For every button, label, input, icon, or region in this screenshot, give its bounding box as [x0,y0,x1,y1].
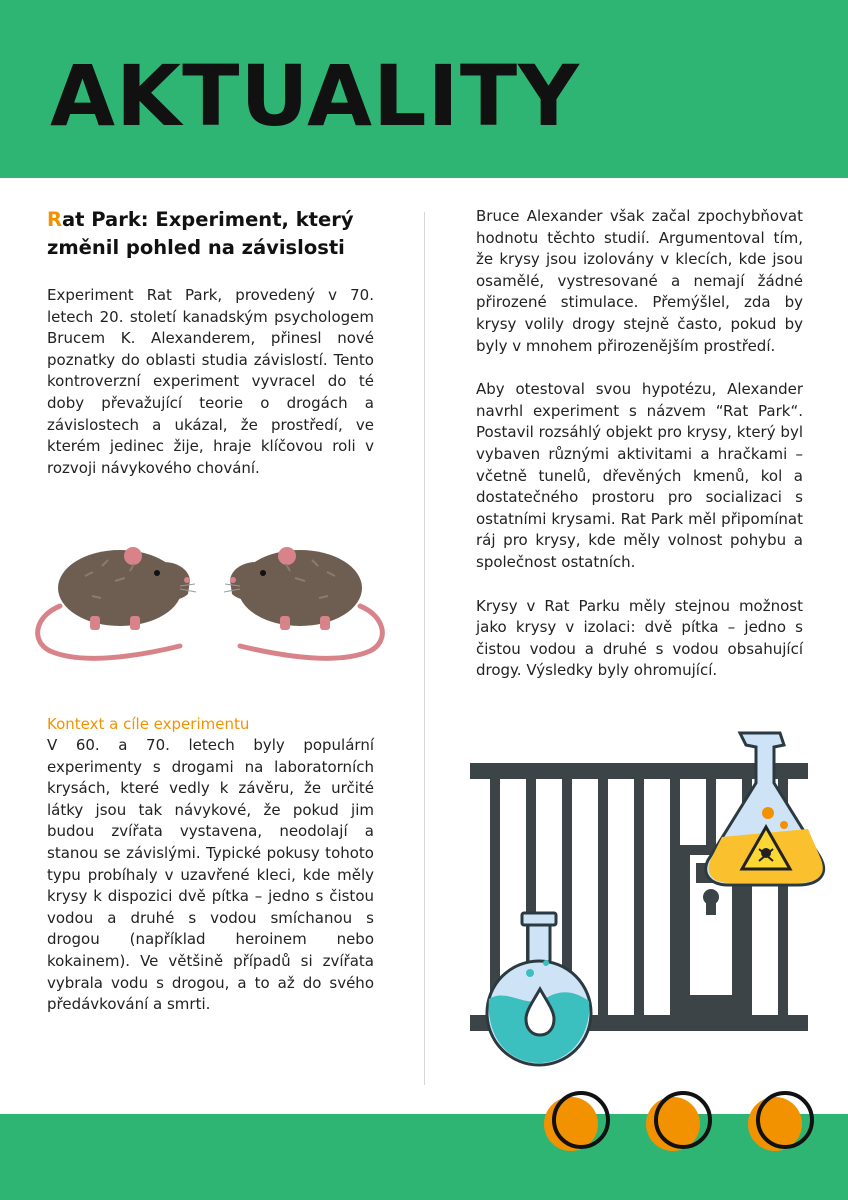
page-title: AKTUALITY [50,47,580,145]
article-title [47,206,374,262]
rat-icon [224,547,382,658]
column-divider [424,212,425,1085]
cage-illustration [468,725,838,1070]
context-section [47,714,374,1016]
right-paragraph-2: Aby otestoval svou hypotézu, Alexander navrhl experiment s názvem “Rat Park“. Postavil rozsáhlý objekt pro krysy, který byl vybaven různými aktivitami a hračkami – včetně tunelů, dřevěných kmenů, kol a dostatečného prostoru pro socializaci s ostatními krysami. Rat Park měl připomínat ráj pro krysy, kde měly volnost pohybu a společnost ostatních. [476,380,803,571]
section-paragraph: V 60. a 70. letech byly populární experimenty s drogami na laboratorních krysách, které vedly k závěru, že určité látky jsou tak návykové, že pokud jim budou zvířata vystavena, neodolají a stanou se závislými. Typické pokusy tohoto typu probíhaly v uzavřené kleci, kde měly krysy k dispozici dvě pítka – jedno s čistou vodou a druhé s vodou smíchanou s drogou (například heroinem nebo kokainem). Ve většině případů si zvířata vybrala vodu s drogou, a to až do svého předávkování a smrti. [47,736,374,1014]
header-band [0,0,848,178]
section-heading: Kontext a cíle experimentu [47,715,250,733]
rats-illustration [30,536,390,666]
title-text: at Park: Experiment, který změnil pohled na závislosti [47,208,354,259]
right-paragraph-1: Bruce Alexander však začal zpochybňovat hodnotu těchto studií. Argumentoval tím, že krysy jsou izolovány v klecích, kde jsou osamělé, vystresované a nemají žádné přirozené stimulace. Přemýšlel, zda by krysy volily drogy stejně často, pokud by byly v mnohem přirozenějším prostředí. [476,207,803,355]
hazard-flask-icon [706,733,824,885]
footer-band [0,1114,848,1200]
left-column [47,206,374,479]
intro-paragraph: Experiment Rat Park, provedený v 70. letech 20. století kanadským psychologem Brucem K. Alexanderem, přinesl nové poznatky do oblasti studia závislostí. Tento kontroverzní experiment vyvracel do té doby převažující teorie o drogách a závislostech a ukázal, že prostředí, ve kterém jedinec žije, hraje klíčovou roli v rozvoji návykového chování. [47,286,374,477]
title-initial: R [47,208,63,231]
water-flask-icon [487,913,591,1065]
decor-circle-ring-1 [552,1091,610,1149]
right-paragraph-3: Krysy v Rat Parku měly stejnou možnost jako krysy v izolaci: dvě pítka – jedno s čistou vodou a druhé s vodou obsahující drogy. Výsledky byly ohromující. [476,596,803,680]
right-column [476,206,803,682]
decor-circle-ring-3 [756,1091,814,1149]
decor-circle-ring-2 [654,1091,712,1149]
rat-icon [38,547,196,658]
